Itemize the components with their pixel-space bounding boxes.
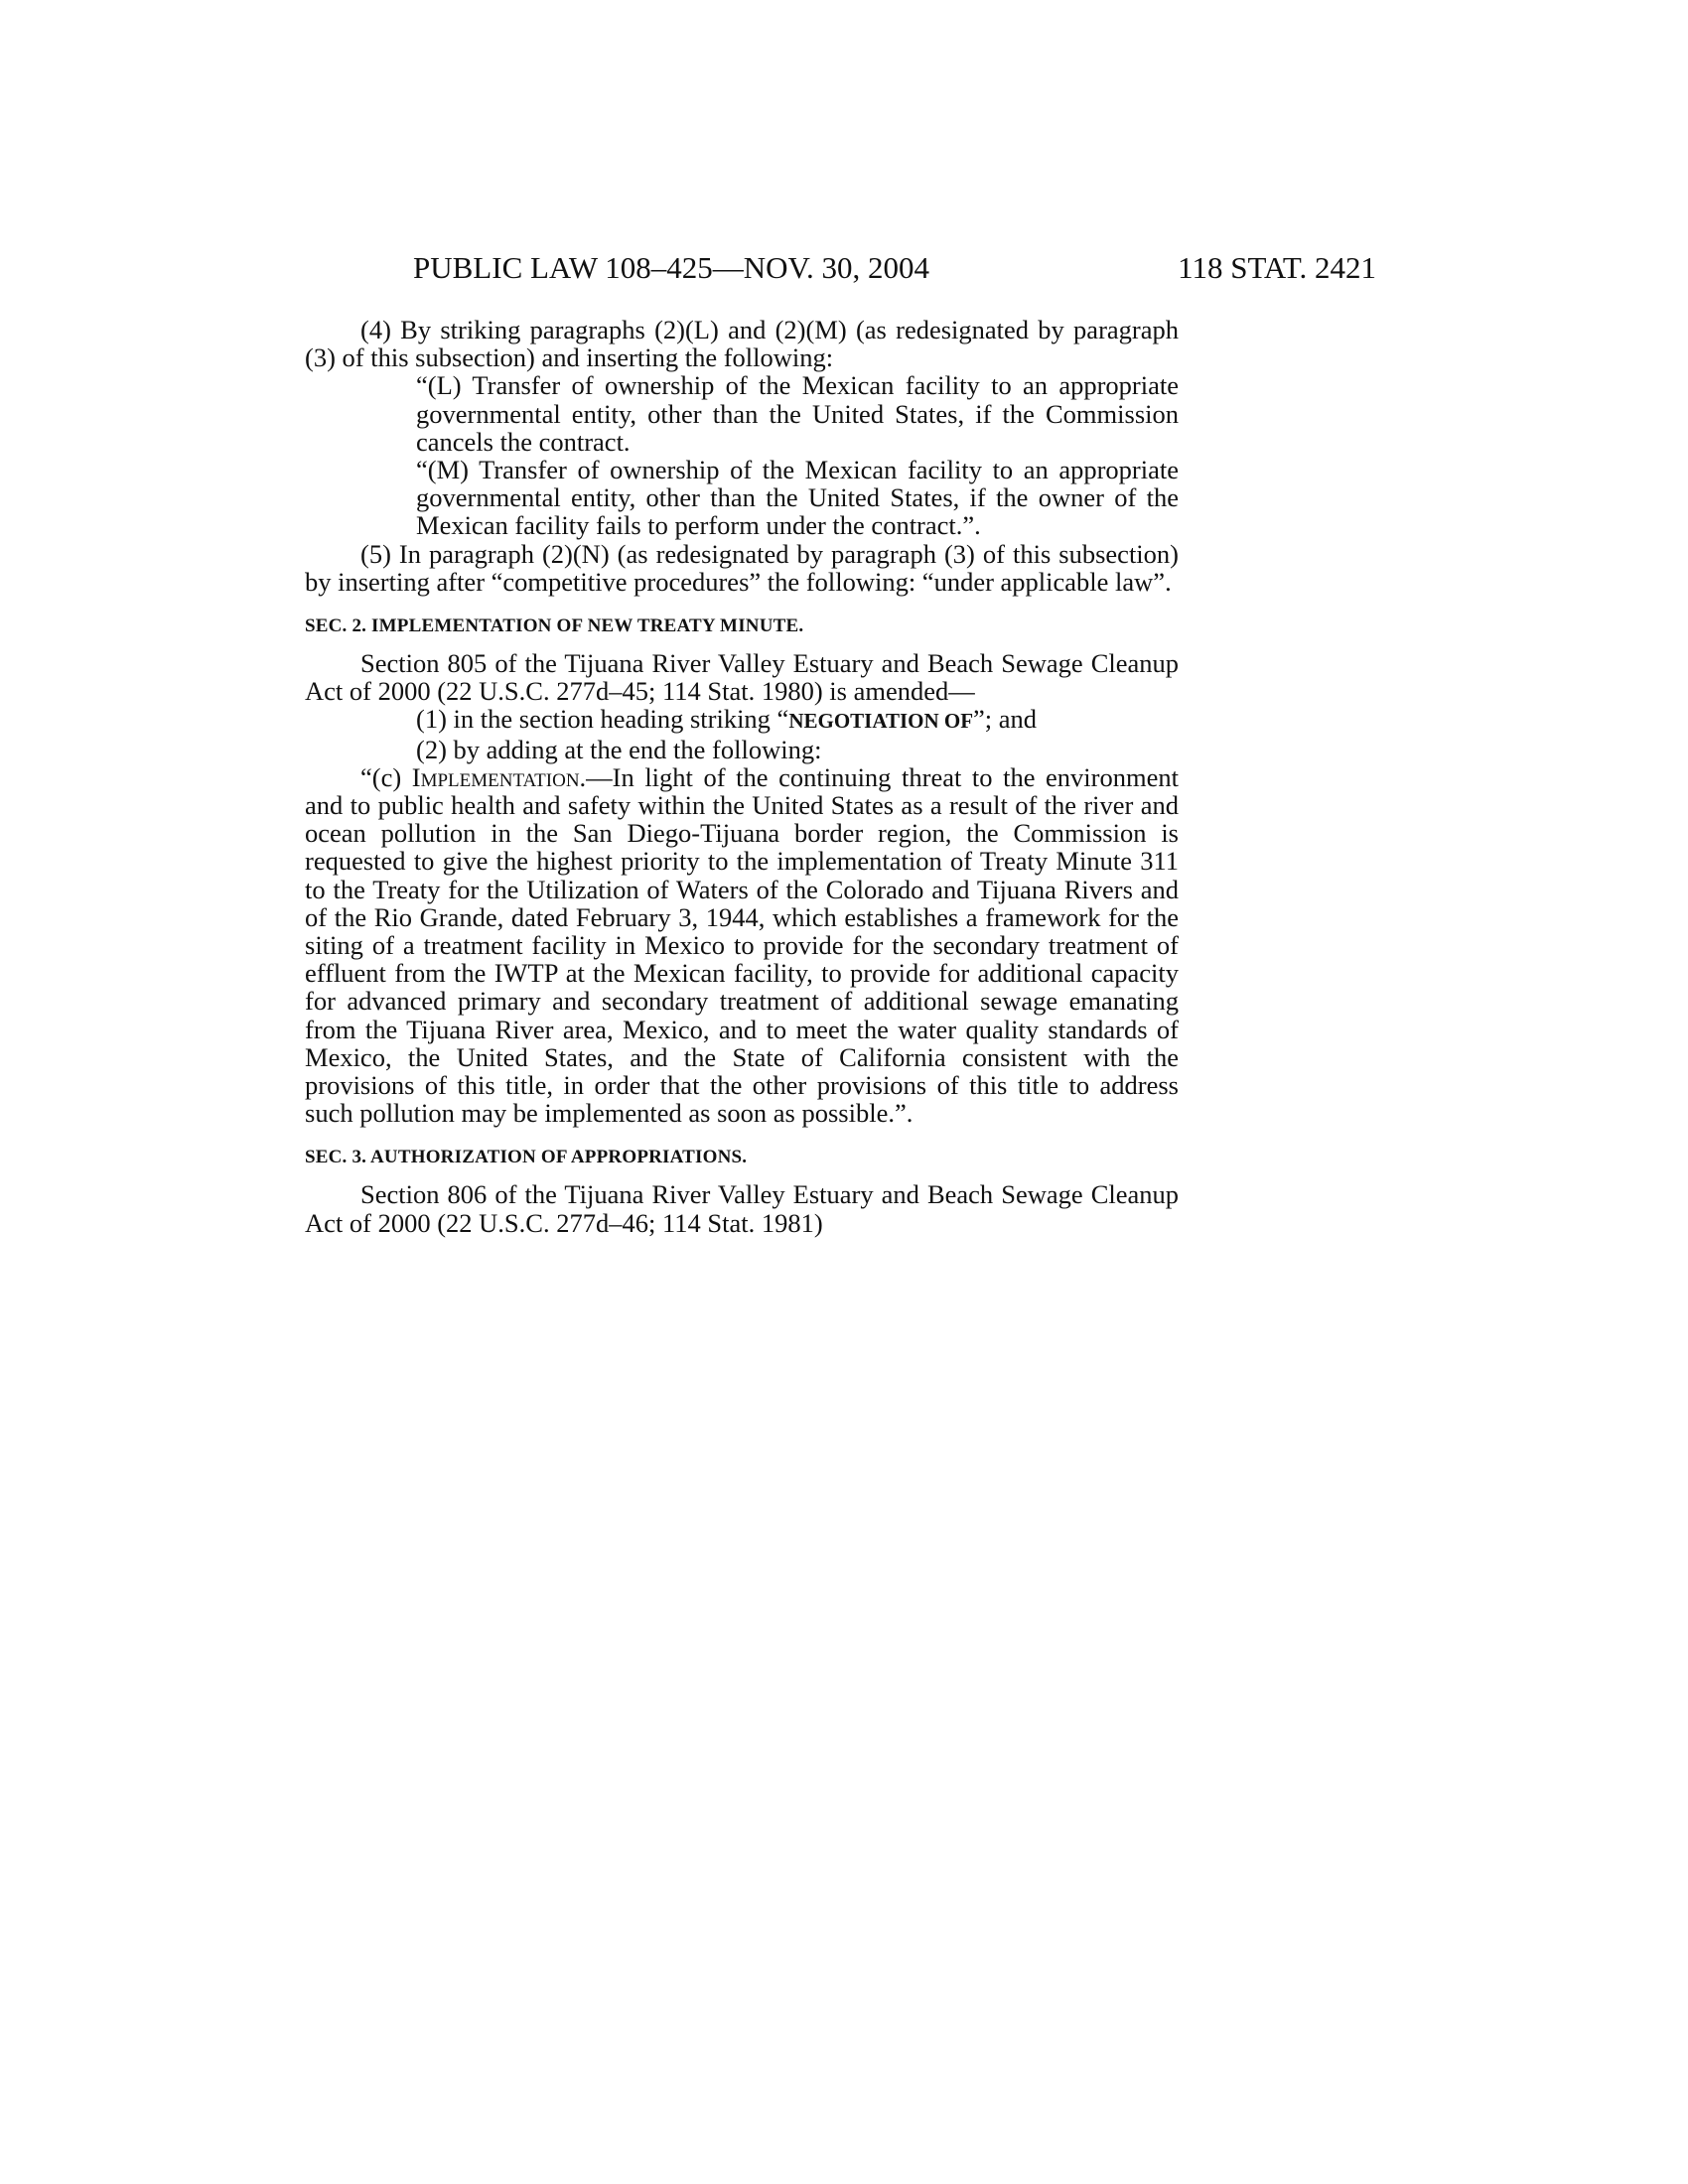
stat-page-number: 118 STAT. 2421: [1178, 250, 1376, 285]
quoted-subparagraph-l-text: “(L) Transfer of ownership of the Mexican facility to an appropriate governmental entity, other than the United States, if the Commission cancels the contract.: [416, 370, 1179, 457]
paragraph-4: (4) By striking paragraphs (2)(L) and (2)(M) (as redesignated by paragraph (3) of this subsection) and inserting the following:: [305, 315, 1179, 373]
document-body: [305, 316, 1179, 1237]
subsection-c-prefix: “(c): [360, 761, 412, 792]
subsection-c-caption: Implementation: [411, 761, 580, 792]
paragraph-5: (5) In paragraph (2)(N) (as redesignated by paragraph (3) of this subsection) by inserting after “competitive procedures” the following: “under applicable law”.: [305, 538, 1179, 597]
quoted-subparagraph-m-text: “(M) Transfer of ownership of the Mexican facility to an appropriate governmental entity, other than the United States, if the owner of the Mexican facility fails to perform under the contract.”.: [416, 455, 1179, 541]
section-2-intro: Section 805 of the Tijuana River Valley Estuary and Beach Sewage Cleanup Act of 2000 (22 U.S.C. 277d–45; 114 Stat. 1980) is amended—: [305, 648, 1179, 707]
section-2-heading: SEC. 2. IMPLEMENTATION OF NEW TREATY MINUTE.: [305, 615, 804, 637]
section-2-item-1: [305, 705, 1179, 735]
section-2-item-1-suffix: ”; and: [973, 704, 1038, 735]
section-2-item-1-struck-text: NEGOTIATION OF: [788, 709, 974, 734]
quoted-subparagraph-l: [305, 371, 1179, 456]
subsection-c: [305, 763, 1179, 1128]
page-header: [413, 246, 1376, 290]
section-2-item-1-prefix: (1) in the section heading striking “: [416, 704, 789, 735]
subsection-c-text: .—In light of the continuing threat to the environment and to public health and safety within the United States as a result of the river and ocean pollution in the San Diego-Tijuana border region, the Commission is requested to give the highest priority to the implementation of Treaty Minute 311 to the Treaty for the Utilization of Waters of the Colorado and Tijuana Rivers and of the Rio Grande, dated February 3, 1944, which establishes a framework for the siting of a treatment facility in Mexico to provide for the secondary treatment of effluent from the IWTP at the Mexican facility, to provide for additional capacity for advanced primary and secondary treatment of additional sewage emanating from the Tijuana River area, Mexico, and to meet the water quality standards of Mexico, the United States, and the State of California consistent with the provisions of this title, in order that the other provisions of this title to address such pollution may be implemented as soon as possible.”.: [305, 761, 1179, 1129]
quoted-subparagraph-m: [305, 456, 1179, 540]
running-title: PUBLIC LAW 108–425—NOV. 30, 2004: [413, 250, 929, 285]
section-3-intro: Section 806 of the Tijuana River Valley Estuary and Beach Sewage Cleanup Act of 2000 (22 U.S.C. 277d–46; 114 Stat. 1981): [305, 1179, 1179, 1238]
section-3-heading: SEC. 3. AUTHORIZATION OF APPROPRIATIONS.: [305, 1147, 748, 1168]
section-2-item-2: (2) by adding at the end the following:: [416, 734, 822, 764]
